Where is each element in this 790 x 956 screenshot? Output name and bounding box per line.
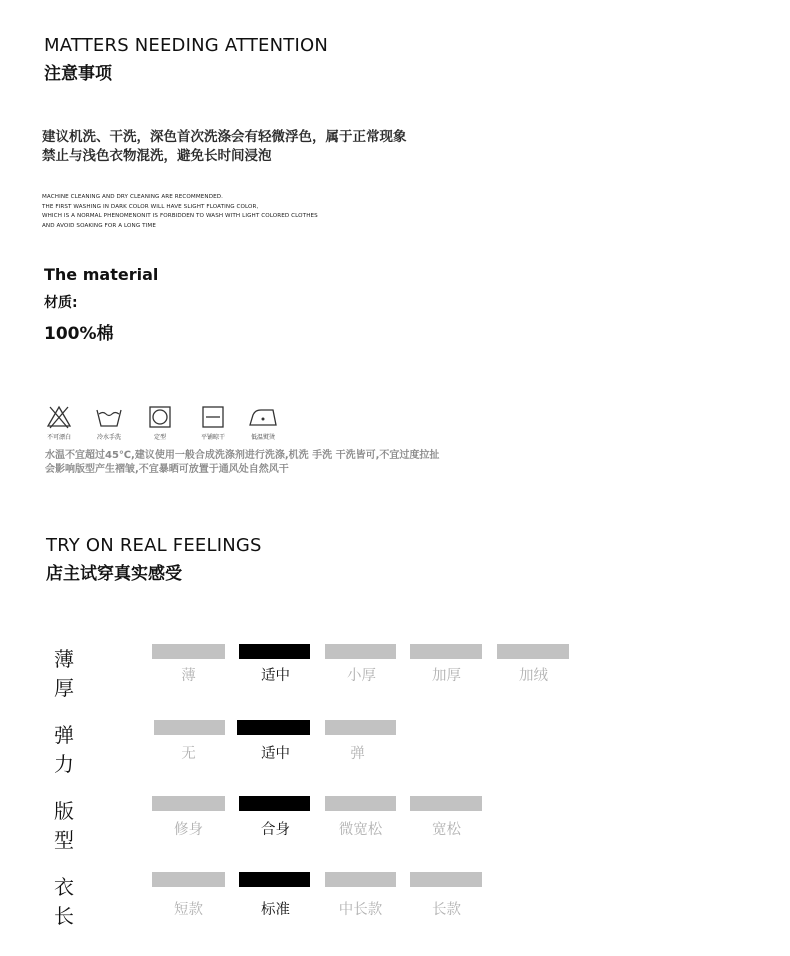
fit-row-label-thickness: [54, 643, 134, 701]
fit-bar: [325, 796, 396, 811]
fit-title-zh: 店主试穿真实感受: [46, 564, 182, 584]
notes-body-en-line: THE FIRST WASHING IN DARK COLOR WILL HAVE SLIGHT FLOATING COLOR,: [42, 203, 259, 210]
fit-option: 中长款: [338, 902, 383, 918]
care-label: 低温熨烫: [250, 434, 275, 441]
material-title-zh: 材质:: [44, 295, 78, 311]
fit-row-label-char: 弹: [54, 723, 74, 747]
fit-bar-selected: [237, 720, 310, 735]
notes-body-zh: [42, 128, 407, 166]
fit-bar: [410, 796, 482, 811]
flat-dry-icon: [201, 405, 225, 429]
fit-option-selected: 标准: [261, 902, 290, 918]
fit-option-selected: 适中: [261, 746, 290, 762]
fit-bar: [325, 644, 396, 659]
no-bleach-icon: [46, 405, 72, 429]
care-label: 不可漂白: [46, 434, 71, 441]
fit-row-label-char: 长: [54, 904, 74, 928]
fit-row-label-elasticity: [54, 719, 134, 777]
fit-option: 小厚: [347, 668, 376, 684]
fit-option: 无: [181, 746, 196, 762]
care-item: [193, 405, 233, 441]
fit-bar: [325, 720, 396, 735]
fit-bar: [497, 644, 569, 659]
low-iron-icon: [247, 405, 279, 429]
notes-body-en: [42, 193, 318, 231]
fit-row-label-char: 型: [54, 828, 74, 852]
care-item: [243, 405, 283, 441]
fit-option: 弹: [350, 746, 365, 762]
fit-option: 长款: [432, 902, 461, 918]
fit-option: 微宽松: [338, 822, 383, 838]
material-title-en: The material: [44, 265, 159, 284]
notes-body-zh-line: 禁止与浅色衣物混洗，避免长时间浸泡: [42, 148, 272, 164]
notes-body-en-line: WHICH IS A NORMAL PHENOMENONIT IS FORBIDDEN TO WASH WITH LIGHT COLORED CLOTHES: [42, 213, 318, 220]
fit-bar: [410, 872, 482, 887]
notes-body-zh-line: 建议机洗、干洗，深色首次洗涤会有轻微浮色，属于正常现象: [42, 129, 407, 145]
fit-bar: [152, 796, 225, 811]
fit-bar: [154, 720, 225, 735]
fit-row-label-char: 版: [54, 799, 74, 823]
cold-wash-icon: [95, 405, 123, 429]
care-item: [140, 405, 180, 441]
fit-bar: [410, 644, 482, 659]
fit-option-selected: 适中: [261, 668, 290, 684]
fit-bar: [325, 872, 396, 887]
fit-row-label-char: 力: [54, 752, 74, 776]
fit-option: 加绒: [519, 668, 548, 684]
tumble-dry-icon: [148, 405, 172, 429]
notes-body-en-line: MACHINE CLEANING AND DRY CLEANING ARE RECOMMENDED.: [42, 194, 224, 200]
care-label: 平铺晾干: [200, 434, 225, 441]
notes-body-en-line: AND AVOID SOAKING FOR A LONG TIME: [42, 222, 156, 229]
fit-option: 短款: [174, 902, 203, 918]
fit-bar: [152, 872, 225, 887]
fit-bar-selected: [239, 872, 310, 887]
fit-title-en: TRY ON REAL FEELINGS: [46, 535, 262, 556]
fit-row-label-cut: [54, 795, 134, 853]
fit-option: 修身: [174, 822, 203, 838]
fit-option-selected: 合身: [261, 822, 290, 838]
fit-row-label-char: 薄: [54, 647, 74, 671]
care-note-line: 会影响版型产生褶皱,不宜暴晒可放置于通风处自然风干: [45, 464, 289, 475]
fit-option: 薄: [181, 668, 196, 684]
material-value: 100%棉: [44, 324, 114, 344]
care-note: [45, 449, 439, 477]
fit-option: 加厚: [432, 668, 461, 684]
care-note-line: 水温不宜超过45℃,建议使用一般合成洗涤剂进行洗涤,机洗 手洗 干洗皆可,不宜过度拉扯: [45, 450, 440, 461]
fit-option: 宽松: [432, 822, 461, 838]
fit-row-label-char: 厚: [54, 676, 74, 700]
notes-title-en: MATTERS NEEDING ATTENTION: [44, 35, 329, 56]
fit-row-label-length: [54, 871, 134, 929]
notes-title-zh: 注意事项: [44, 64, 112, 84]
fit-bar-selected: [239, 644, 310, 659]
care-label: 定型: [153, 434, 166, 441]
fit-row-label-char: 衣: [54, 875, 74, 899]
care-item: [89, 405, 129, 441]
fit-bar-selected: [239, 796, 310, 811]
care-label: 冷水手洗: [96, 434, 121, 441]
care-item: [39, 405, 79, 441]
fit-bar: [152, 644, 225, 659]
